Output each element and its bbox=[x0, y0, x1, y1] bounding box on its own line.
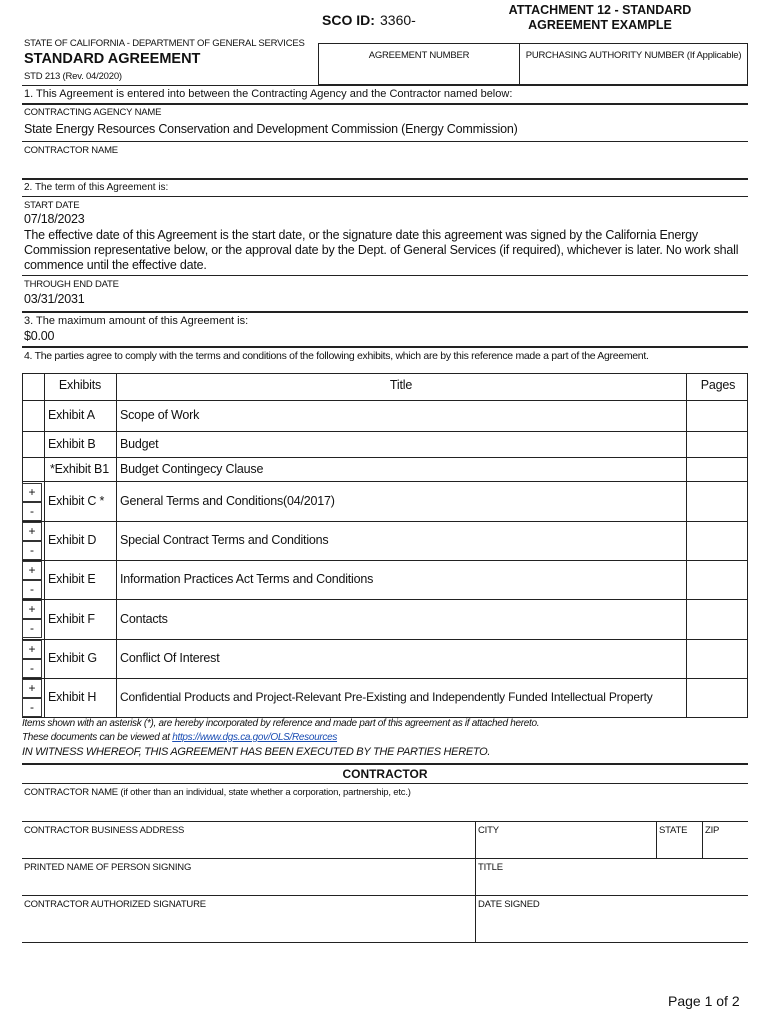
authorized-signature-label: CONTRACTOR AUTHORIZED SIGNATURE bbox=[24, 899, 206, 910]
section3-intro: 3. The maximum amount of this Agreement is: bbox=[24, 315, 249, 327]
exhibit-f-remove-button[interactable]: - bbox=[22, 619, 42, 638]
exhibit-b-id: Exhibit B bbox=[48, 437, 96, 451]
effective-date-text-line1: The effective date of this Agreement is the start date, or the signature date this agreement was signed by the California Energy bbox=[24, 228, 698, 242]
effective-date-text-line2: Commission representative below, or the approval date by the Dept. of General Services (if required), whichever is later. No work shall bbox=[24, 243, 739, 257]
exhibit-g-title: Conflict Of Interest bbox=[120, 651, 220, 665]
dgs-resources-link[interactable]: https://www.dgs.ca.gov/OLS/Resources bbox=[172, 732, 338, 743]
exhibit-e-remove-button[interactable]: - bbox=[22, 580, 42, 599]
exhibit-b1-title: Budget Contingecy Clause bbox=[120, 462, 264, 476]
exhibit-c-id: Exhibit C * bbox=[48, 494, 105, 508]
printed-name-label: PRINTED NAME OF PERSON SIGNING bbox=[24, 862, 192, 873]
title-field[interactable] bbox=[476, 874, 748, 895]
exhibit-d-add-button[interactable]: + bbox=[22, 522, 42, 541]
form-title: STANDARD AGREEMENT bbox=[24, 51, 201, 67]
contractor-heading: CONTRACTOR bbox=[342, 767, 428, 781]
effective-date-text-line3: commence until the effective date. bbox=[24, 258, 207, 272]
exhibit-a-id: Exhibit A bbox=[48, 408, 95, 422]
purchasing-authority-label: PURCHASING AUTHORITY NUMBER (If Applicable) bbox=[525, 50, 742, 61]
title-column-header: Title bbox=[389, 378, 413, 392]
exhibit-e-id: Exhibit E bbox=[48, 572, 96, 586]
exhibit-h-title: Confidential Products and Project-Relevant Pre-Existing and Independently Funded Intellectual Property bbox=[120, 690, 653, 704]
purchasing-authority-field[interactable] bbox=[520, 43, 748, 85]
exhibit-d-remove-button[interactable]: - bbox=[22, 541, 42, 560]
zip-field[interactable] bbox=[703, 836, 748, 857]
start-date-label: START DATE bbox=[24, 200, 80, 211]
sco-id-value: 3360- bbox=[380, 12, 416, 28]
date-signed-label: DATE SIGNED bbox=[478, 899, 540, 910]
exhibit-h-id: Exhibit H bbox=[48, 690, 97, 704]
department-name: STATE OF CALIFORNIA - DEPARTMENT OF GENERAL SERVICES bbox=[24, 38, 305, 49]
form-number: STD 213 (Rev. 04/2020) bbox=[24, 71, 122, 82]
pages-column-header: Pages bbox=[700, 378, 736, 392]
contractor-name-label: CONTRACTOR NAME bbox=[24, 145, 118, 156]
section4-intro: 4. The parties agree to comply with the terms and conditions of the following exhibits, which are by this reference made a part of the Agreement. bbox=[24, 350, 649, 362]
exhibit-e-title: Information Practices Act Terms and Conditions bbox=[120, 572, 374, 586]
exhibit-h-remove-button[interactable]: - bbox=[22, 698, 42, 717]
exhibit-b1-id: *Exhibit B1 bbox=[50, 462, 109, 476]
contractor-name-field[interactable] bbox=[22, 158, 748, 178]
authorized-signature-field[interactable] bbox=[22, 911, 474, 941]
city-field[interactable] bbox=[476, 836, 655, 857]
exhibit-f-add-button[interactable]: + bbox=[22, 600, 42, 619]
end-date-label: THROUGH END DATE bbox=[24, 279, 119, 290]
attachment-title-line1: ATTACHMENT 12 - STANDARD bbox=[508, 3, 692, 17]
exhibit-a-title: Scope of Work bbox=[120, 408, 200, 422]
zip-label: ZIP bbox=[705, 825, 720, 836]
page-number: Page 1 of 2 bbox=[668, 993, 740, 1009]
exhibit-d-id: Exhibit D bbox=[48, 533, 97, 547]
witness-statement: IN WITNESS WHEREOF, THIS AGREEMENT HAS BEEN EXECUTED BY THE PARTIES HERETO. bbox=[22, 746, 491, 758]
agreement-number-label: AGREEMENT NUMBER bbox=[368, 50, 470, 61]
exhibit-g-remove-button[interactable]: - bbox=[22, 659, 42, 678]
exhibit-f-id: Exhibit F bbox=[48, 612, 95, 626]
printed-name-field[interactable] bbox=[22, 874, 474, 895]
business-address-label: CONTRACTOR BUSINESS ADDRESS bbox=[24, 825, 185, 836]
exhibit-c-add-button[interactable]: + bbox=[22, 483, 42, 502]
contractor-name-detail-field[interactable] bbox=[22, 800, 748, 821]
start-date-value: 07/18/2023 bbox=[24, 212, 85, 226]
state-label: STATE bbox=[659, 825, 688, 836]
section2-intro: 2. The term of this Agreement is: bbox=[24, 182, 169, 193]
exhibit-b-title: Budget bbox=[120, 437, 159, 451]
contracting-agency-label: CONTRACTING AGENCY NAME bbox=[24, 107, 162, 118]
exhibit-h-add-button[interactable]: + bbox=[22, 679, 42, 698]
contracting-agency-value: State Energy Resources Conservation and Development Commission (Energy Commission) bbox=[24, 122, 518, 136]
exhibit-c-remove-button[interactable]: - bbox=[22, 502, 42, 521]
exhibit-f-title: Contacts bbox=[120, 612, 168, 626]
state-field[interactable] bbox=[657, 836, 701, 857]
city-label: CITY bbox=[478, 825, 499, 836]
maximum-amount-value: $0.00 bbox=[24, 329, 55, 343]
documents-note-prefix: These documents can be viewed at bbox=[22, 732, 173, 743]
title-label: TITLE bbox=[478, 862, 503, 873]
exhibit-c-title: General Terms and Conditions(04/2017) bbox=[120, 494, 335, 508]
end-date-value: 03/31/2031 bbox=[24, 292, 85, 306]
section1-intro: 1. This Agreement is entered into between the Contracting Agency and the Contractor named below: bbox=[24, 88, 513, 100]
contractor-name-detail-label: CONTRACTOR NAME (if other than an individual, state whether a corporation, partnership, etc.) bbox=[24, 787, 411, 798]
exhibit-g-add-button[interactable]: + bbox=[22, 640, 42, 659]
business-address-field[interactable] bbox=[22, 836, 474, 857]
exhibit-e-add-button[interactable]: + bbox=[22, 561, 42, 580]
exhibit-d-title: Special Contract Terms and Conditions bbox=[120, 533, 329, 547]
date-signed-field[interactable] bbox=[476, 911, 748, 941]
documents-note bbox=[22, 732, 337, 743]
attachment-title-line2: AGREEMENT EXAMPLE bbox=[528, 18, 672, 32]
agreement-number-field[interactable] bbox=[318, 43, 520, 85]
asterisk-note: Items shown with an asterisk (*), are hereby incorporated by reference and made part of this agreement as if attached hereto. bbox=[22, 718, 540, 729]
exhibit-g-id: Exhibit G bbox=[48, 651, 97, 665]
exhibits-column-header: Exhibits bbox=[58, 378, 102, 392]
sco-id-label: SCO ID: bbox=[322, 12, 375, 28]
